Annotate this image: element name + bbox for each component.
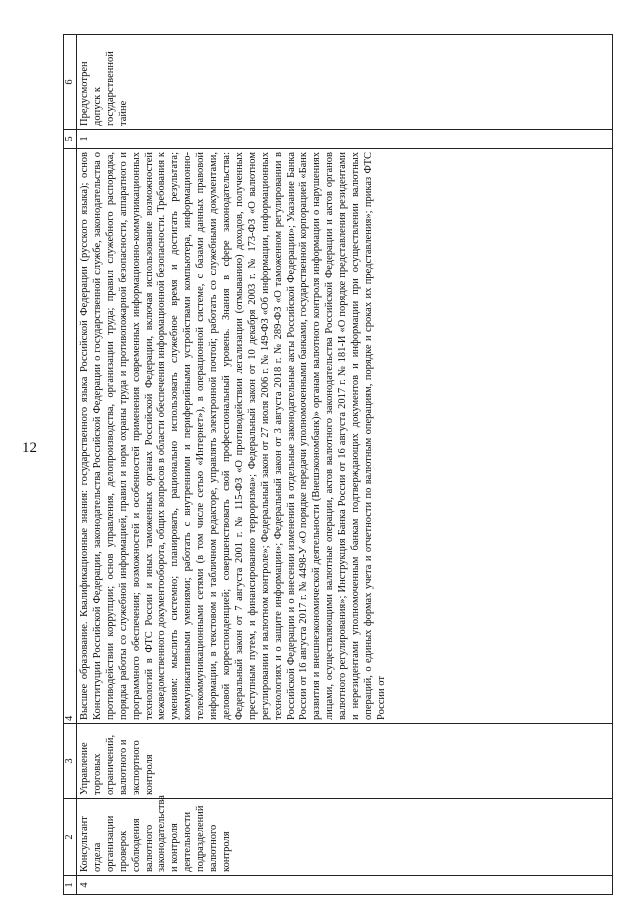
header-col-3: 3 [64, 724, 77, 799]
header-col-6: 6 [64, 35, 77, 130]
positions-table [63, 34, 613, 895]
qualification-requirements: Высшее образование. Квалификационные знания: государственного языка Российской Федерации (русского языка); основ Конституции Российской Федерации, законодательства Российской Федерации о государственной службе, законодательства о противодействии коррупции; основ управления, делопроизводства, организации труда; правил служебного распорядка, порядка работы со служебной информацией, правил и норм охраны труда и противопожарной безопасности, аппаратного и программного обеспечения; возможностей и особенностей применения современных информационно-коммуникационных технологий в ФТС России и иных таможенных органах Российской Федерации, включая использование возможностей межведомственного документооборота, общих вопросов в области обеспечения информационной безопасности. Требования к умениям: мыслить системно; планировать, рационально использовать служебное время и достигать результата; коммуникативными умениями; работать с внутренними и периферийными устройствами компьютера, информационно-телекоммуникационными сетями (в том числе сетью «Интернет»), в операционной системе, с базами данных правовой информации, в текстовом и табличном редакторе, управлять электронной почтой; работать со служебными документами, деловой корреспонденцией; совершенствовать свой профессиональный уровень. Знания в сфере законодательства: Федеральный закон от 7 августа 2001 г. № 115-ФЗ «О противодействии легализации (отмыванию) доходов, полученных преступным путем, и финансированию терроризма»; Федеральный закон от 10 декабря 2003 г. № 173-ФЗ «О валютном регулировании и валютном контроле»; Федеральный закон от 27 июля 2006 г. № 149-ФЗ «Об информации, информационных технологиях и о защите информации»; Федеральный закон от 3 августа 2018 г. № 289-ФЗ «О таможенном регулировании в Российской Федерации и о внесении изменений в отдельные законодательные акты Российской Федерации»; Указание Банка России от 16 августа 2017 г. № 4498-У «О порядке передачи уполномоченными банками, государственной корпорацией «Банк развития и внешнеэкономической деятельности (Внешэкономбанк)» органам валютного контроля информации о нарушениях лицами, осуществляющими валютные операции, актов валютного законодательства Российской Федерации и актов органов валютного регулирования»; Инструкция Банка России от 16 августа 2017 г. № 181-И «О порядке представления резидентами и нерезидентами уполномоченным банкам подтверждающих документов и информации при осуществлении валютных операций, о единых формах учета и отчетности по валютным операциям, порядке и сроках их представления»; приказ ФТС России от [77, 149, 613, 724]
header-col-5: 5 [64, 130, 77, 149]
position-title: Консультант отдела организации проверок соблюдения валютного законодательства и контроля деятельности подразделений валютного контроля [77, 799, 613, 876]
page-number: 12 [22, 440, 37, 456]
header-col-1: 1 [64, 876, 77, 895]
table-row [77, 35, 613, 895]
rotated-table-wrapper [63, 35, 613, 895]
count-cell: 1 [77, 130, 613, 149]
header-col-4: 4 [64, 149, 77, 724]
department-name: Управление торговых ограничений, валютного и экспортного контроля [77, 724, 613, 799]
header-row [64, 35, 77, 895]
row-number: 4 [77, 876, 613, 895]
header-col-2: 2 [64, 799, 77, 876]
note-cell: Предусмотрен допуск к государственной тайне [77, 35, 613, 130]
